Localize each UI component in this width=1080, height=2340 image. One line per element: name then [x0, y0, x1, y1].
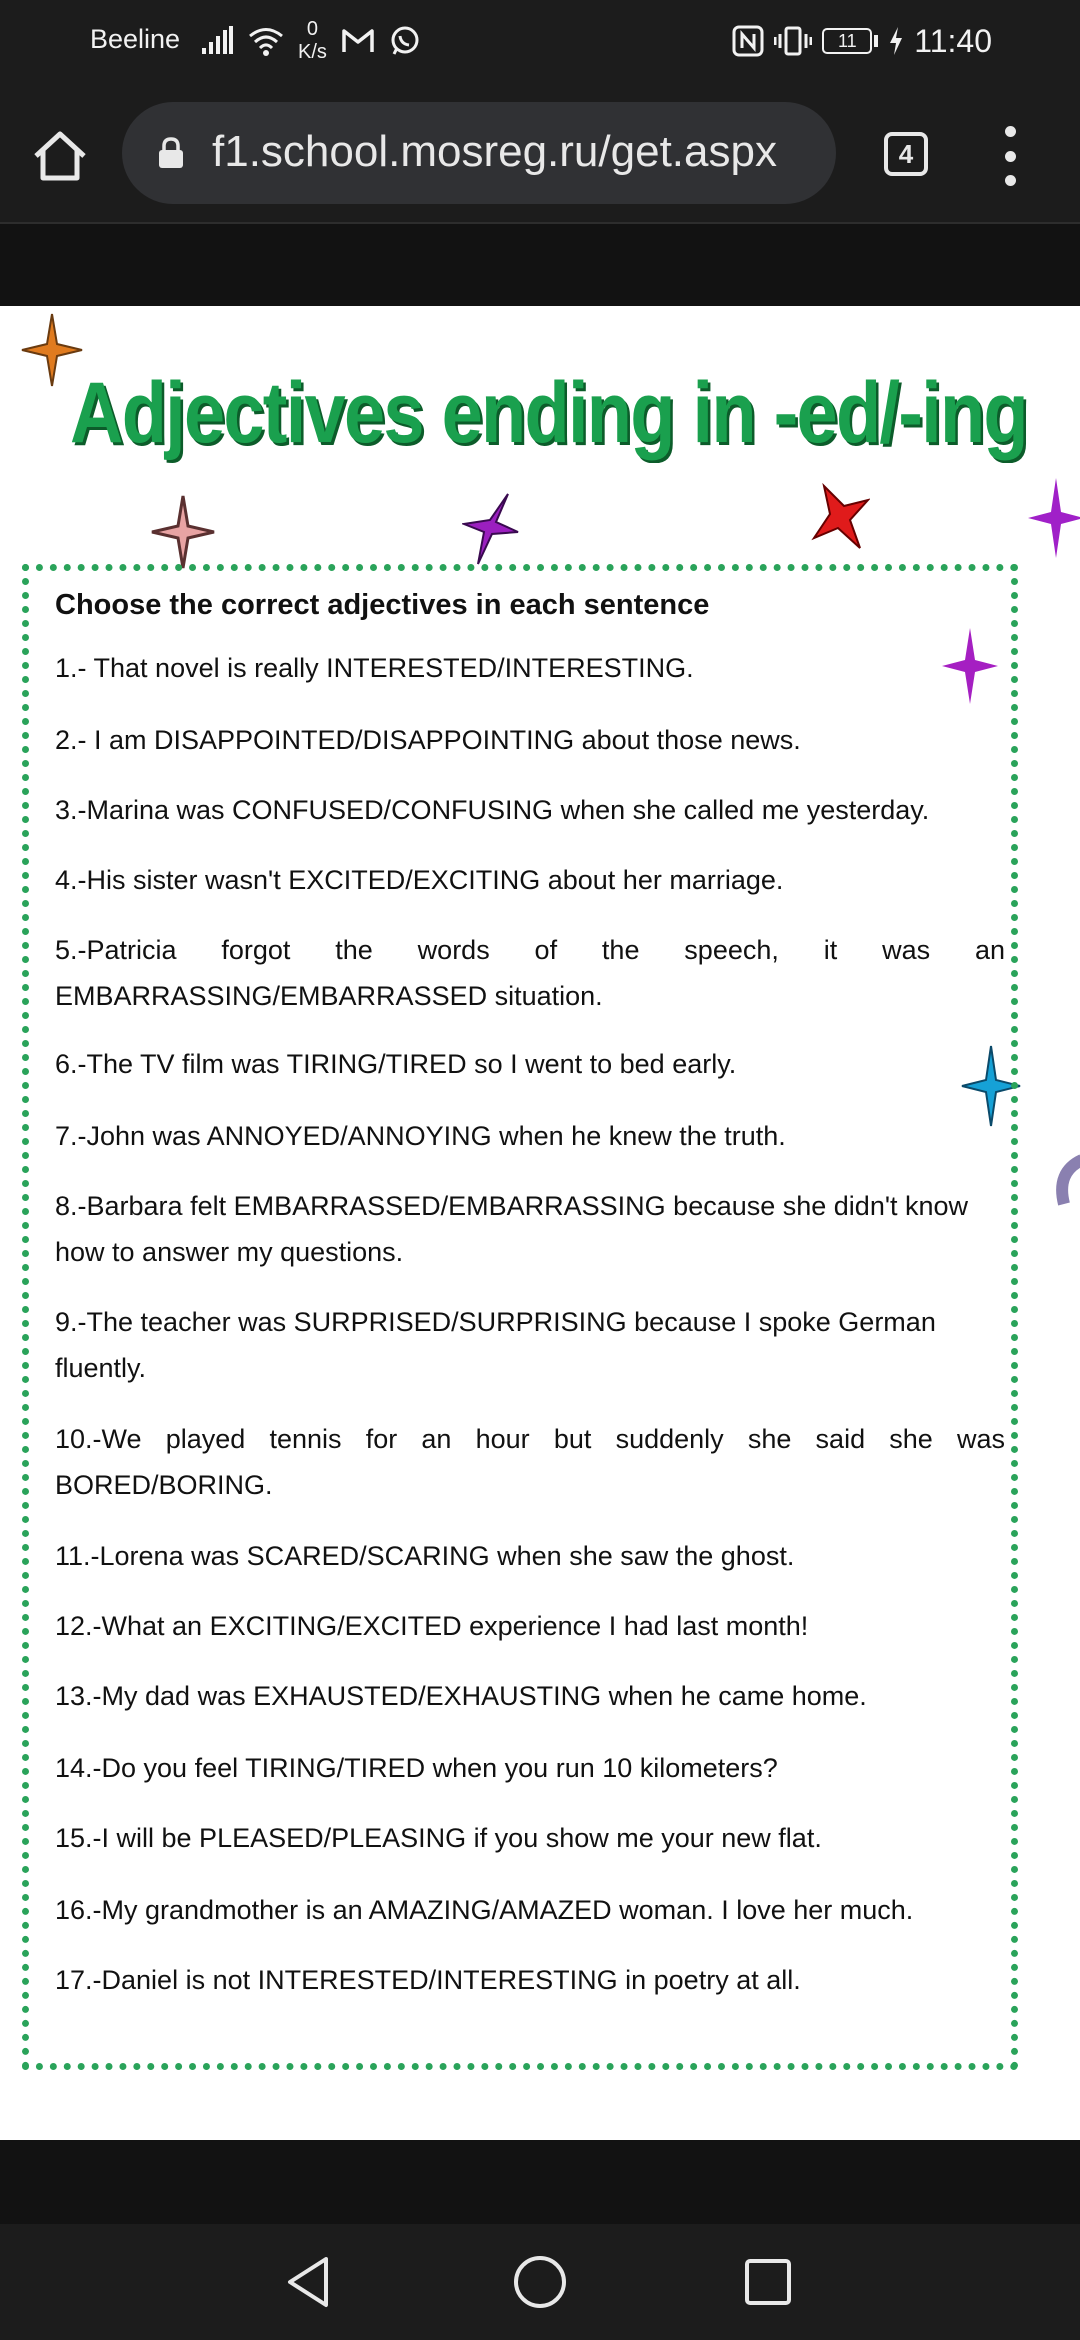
- sentence: 17.-Daniel is not INTERESTED/INTERESTING in poetry at all.: [55, 1965, 801, 1995]
- sentence: 9.-The teacher was SURPRISED/SURPRISING because I spoke German fluently.: [55, 1307, 936, 1383]
- home-nav-button[interactable]: [504, 2246, 576, 2318]
- sentence: 12.-What an EXCITING/EXCITED experience I had last month!: [55, 1611, 809, 1641]
- sentence: 11.-Lorena was SCARED/SCARING when she saw the ghost.: [55, 1541, 795, 1571]
- charging-icon: [888, 26, 904, 56]
- sentence: 3.-Marina was CONFUSED/CONFUSING when she called me yesterday.: [55, 795, 930, 825]
- back-button[interactable]: [272, 2246, 344, 2318]
- sentence: 16.-My grandmother is an AMAZING/AMAZED woman. I love her much.: [55, 1895, 914, 1925]
- sentence: 8.-Barbara felt EMBARRASSED/EMBARRASSING because she didn't know how to answer my questions.: [55, 1191, 969, 1267]
- status-left-icons: [200, 18, 421, 64]
- wifi-icon: [248, 26, 284, 56]
- system-nav-bar: [0, 2224, 1080, 2340]
- sentence: 13.-My dad was EXHAUSTED/EXHAUSTING when he came home.: [55, 1681, 867, 1711]
- vibrate-icon: [774, 25, 812, 57]
- sentence: 5.-Patricia forgot the words of the speech, it was an EMBARRASSING/EMBARRASSED situation.: [55, 935, 1005, 1011]
- instruction: Choose the correct adjectives in each sentence: [55, 589, 710, 621]
- clock: 11:40: [914, 22, 992, 59]
- signal-icon: [200, 26, 234, 56]
- exercise-box: [22, 564, 1018, 2070]
- sentence: 14.-Do you feel TIRING/TIRED when you run 10 kilometers?: [55, 1753, 778, 1783]
- home-icon: [32, 130, 88, 182]
- sentence: 2.- I am DISAPPOINTED/DISAPPOINTING about those news.: [55, 725, 801, 755]
- tabs-count: 4: [898, 138, 914, 169]
- violet-star-icon: [1026, 476, 1080, 560]
- recents-icon: [744, 2258, 792, 2306]
- menu-dot: [1005, 126, 1016, 137]
- star-shape: [152, 496, 214, 568]
- nfc-icon: [732, 25, 764, 57]
- net-speed: [298, 18, 327, 64]
- back-icon: [284, 2255, 332, 2309]
- net-speed-value: 0: [306, 18, 319, 40]
- star-shape: [464, 494, 518, 564]
- menu-dot: [1005, 175, 1016, 186]
- sentence: 15.-I will be PLEASED/PLEASING if you show me your new flat.: [55, 1823, 822, 1853]
- home-button[interactable]: [26, 122, 94, 190]
- sentence: 6.-The TV film was TIRING/TIRED so I went to bed early.: [55, 1049, 737, 1079]
- page-bottom-band: [0, 2140, 1080, 2224]
- net-speed-unit: K/s: [298, 41, 327, 63]
- browser-toolbar: [0, 82, 1080, 224]
- recents-button[interactable]: [732, 2246, 804, 2318]
- partial-shape: [1052, 1152, 1080, 1222]
- more-icon[interactable]: [996, 126, 1024, 186]
- sentence: 10.-We played tennis for an hour but suddenly she said she was BORED/BORING.: [55, 1424, 1005, 1500]
- lock-icon: [156, 136, 186, 170]
- worksheet-image: [0, 306, 1080, 2140]
- worksheet-title: Adjectives ending in -ed/-ing: [70, 365, 1027, 461]
- red-star-icon: [810, 482, 870, 552]
- whatsapp-icon: [389, 25, 421, 57]
- purple-star-icon: [462, 492, 520, 566]
- url-text: f1.school.mosreg.ru/get.aspx: [212, 127, 777, 176]
- tabs-button[interactable]: [884, 132, 928, 176]
- star-shape: [814, 486, 868, 548]
- gmail-icon: [341, 28, 375, 54]
- battery-tip: [874, 35, 878, 47]
- sentence: 4.-His sister wasn't EXCITED/EXCITING about her marriage.: [55, 865, 784, 895]
- carrier-name: Beeline: [90, 24, 181, 54]
- star-shape: [1028, 478, 1080, 558]
- battery-icon: 11: [822, 28, 872, 54]
- url-bar[interactable]: [122, 102, 836, 204]
- sentence: 7.-John was ANNOYED/ANNOYING when he knew the truth.: [55, 1121, 786, 1151]
- sentence: 1.- That novel is really INTERESTED/INTERESTING.: [55, 653, 694, 683]
- pink-star-icon: [150, 494, 216, 570]
- status-right-icons: [732, 14, 992, 68]
- home-circle-icon: [512, 2254, 568, 2310]
- menu-dot: [1005, 151, 1016, 162]
- status-bar: [0, 0, 1080, 82]
